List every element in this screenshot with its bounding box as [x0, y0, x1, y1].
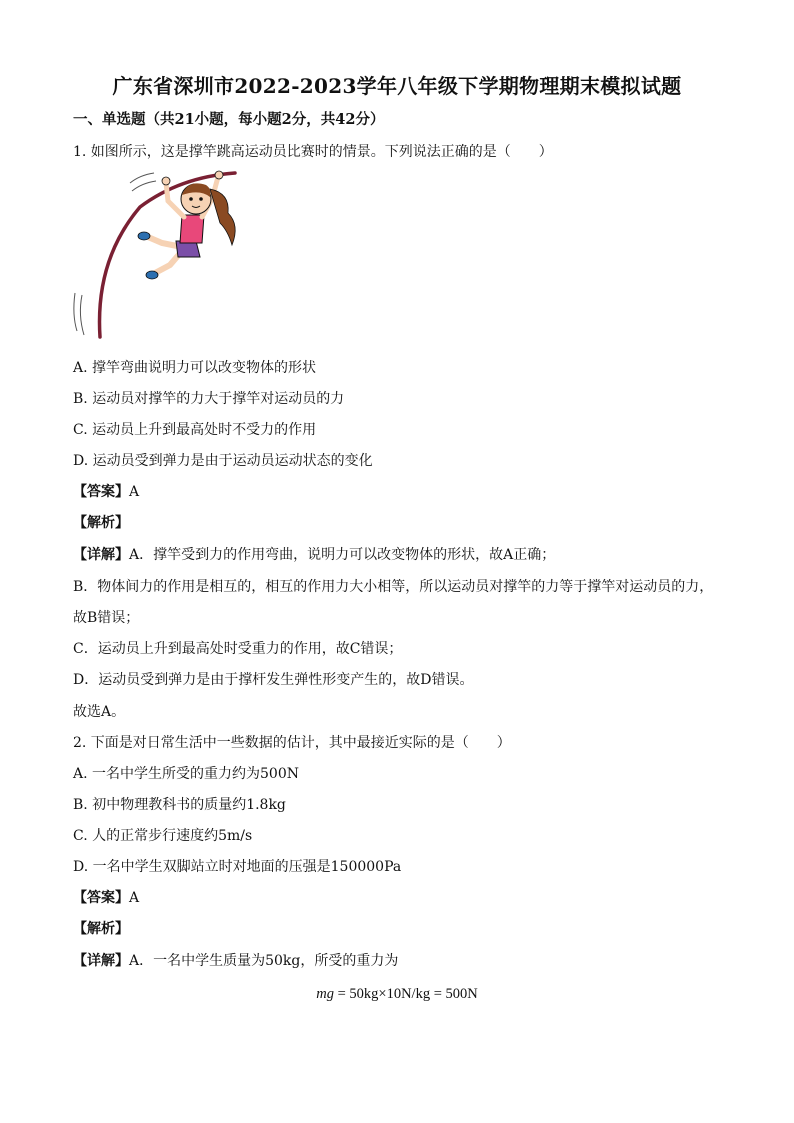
q1-detail-line-6: 故选A。: [73, 704, 126, 720]
q1-answer: [73, 482, 139, 502]
q2-stem: 2. 下面是对日常生活中一些数据的估计，其中最接近实际的是（ ）: [73, 735, 511, 751]
q2-option-a: A. 一名中学生所受的重力约为500N: [73, 766, 299, 782]
q2-option-b: B. 初中物理教科书的质量约1.8kg: [73, 797, 286, 813]
q2-detail-line-1: [73, 951, 398, 971]
q2-detail-tag: 【详解】: [73, 953, 129, 969]
q1-detail-text-1: A．撑竿受到力的作用弯曲，说明力可以改变物体的形状，故A正确；: [129, 547, 556, 563]
q2-answer-tag: 【答案】: [73, 890, 129, 906]
q1-detail-line-3: 故B错误；: [73, 610, 140, 626]
q1-option-a: A. 撑竿弯曲说明力可以改变物体的形状: [73, 360, 317, 376]
q1-option-b: B. 运动员对撑竿的力大于撑竿对运动员的力: [73, 391, 345, 407]
q2-answer-value: A: [129, 890, 140, 906]
q1-answer-value: A: [129, 484, 140, 500]
q1-stem: 1. 如图所示，这是撑竿跳高运动员比赛时的情景。下列说法正确的是（ ）: [73, 144, 553, 160]
q2-option-d: D. 一名中学生双脚站立时对地面的压强是150000Pa: [73, 859, 402, 875]
q1-detail-line-5: D．运动员受到弹力是由于撑杆发生弹性形变产生的，故D错误。: [73, 672, 474, 688]
q2-option-c: C. 人的正常步行速度约5m/s: [73, 828, 253, 844]
q1-answer-tag: 【答案】: [73, 484, 129, 500]
q2-formula-lhs: mg: [316, 986, 334, 1002]
q1-option-c: C. 运动员上升到最高处时不受力的作用: [73, 422, 317, 438]
pole-vault-illustration: [70, 165, 250, 345]
q1-option-d: D. 运动员受到弹力是由于运动员运动状态的变化: [73, 453, 373, 469]
section-heading: 一、单选题（共21小题，每小题2分，共42分）: [73, 111, 385, 128]
q2-analysis-tag: 【解析】: [73, 921, 129, 937]
q2-detail-text: A．一名中学生质量为50kg，所受的重力为: [129, 953, 399, 969]
q1-analysis-tag: 【解析】: [73, 515, 129, 531]
q1-detail-line-1: [73, 545, 555, 565]
q1-detail-line-4: C．运动员上升到最高处时受重力的作用，故C错误；: [73, 641, 403, 657]
q1-detail-tag: 【详解】: [73, 547, 129, 563]
q2-formula: [0, 986, 794, 1003]
q2-formula-rhs: = 50kg×10N/kg = 500N: [333, 986, 478, 1002]
q2-answer: [73, 888, 139, 908]
q1-detail-line-2: B．物体间力的作用是相互的，相互的作用力大小相等，所以运动员对撑竿的力等于撑竿对运动员的力，: [73, 579, 714, 595]
page-title: 广东省深圳市2022-2023学年八年级下学期物理期末模拟试题: [112, 74, 682, 98]
